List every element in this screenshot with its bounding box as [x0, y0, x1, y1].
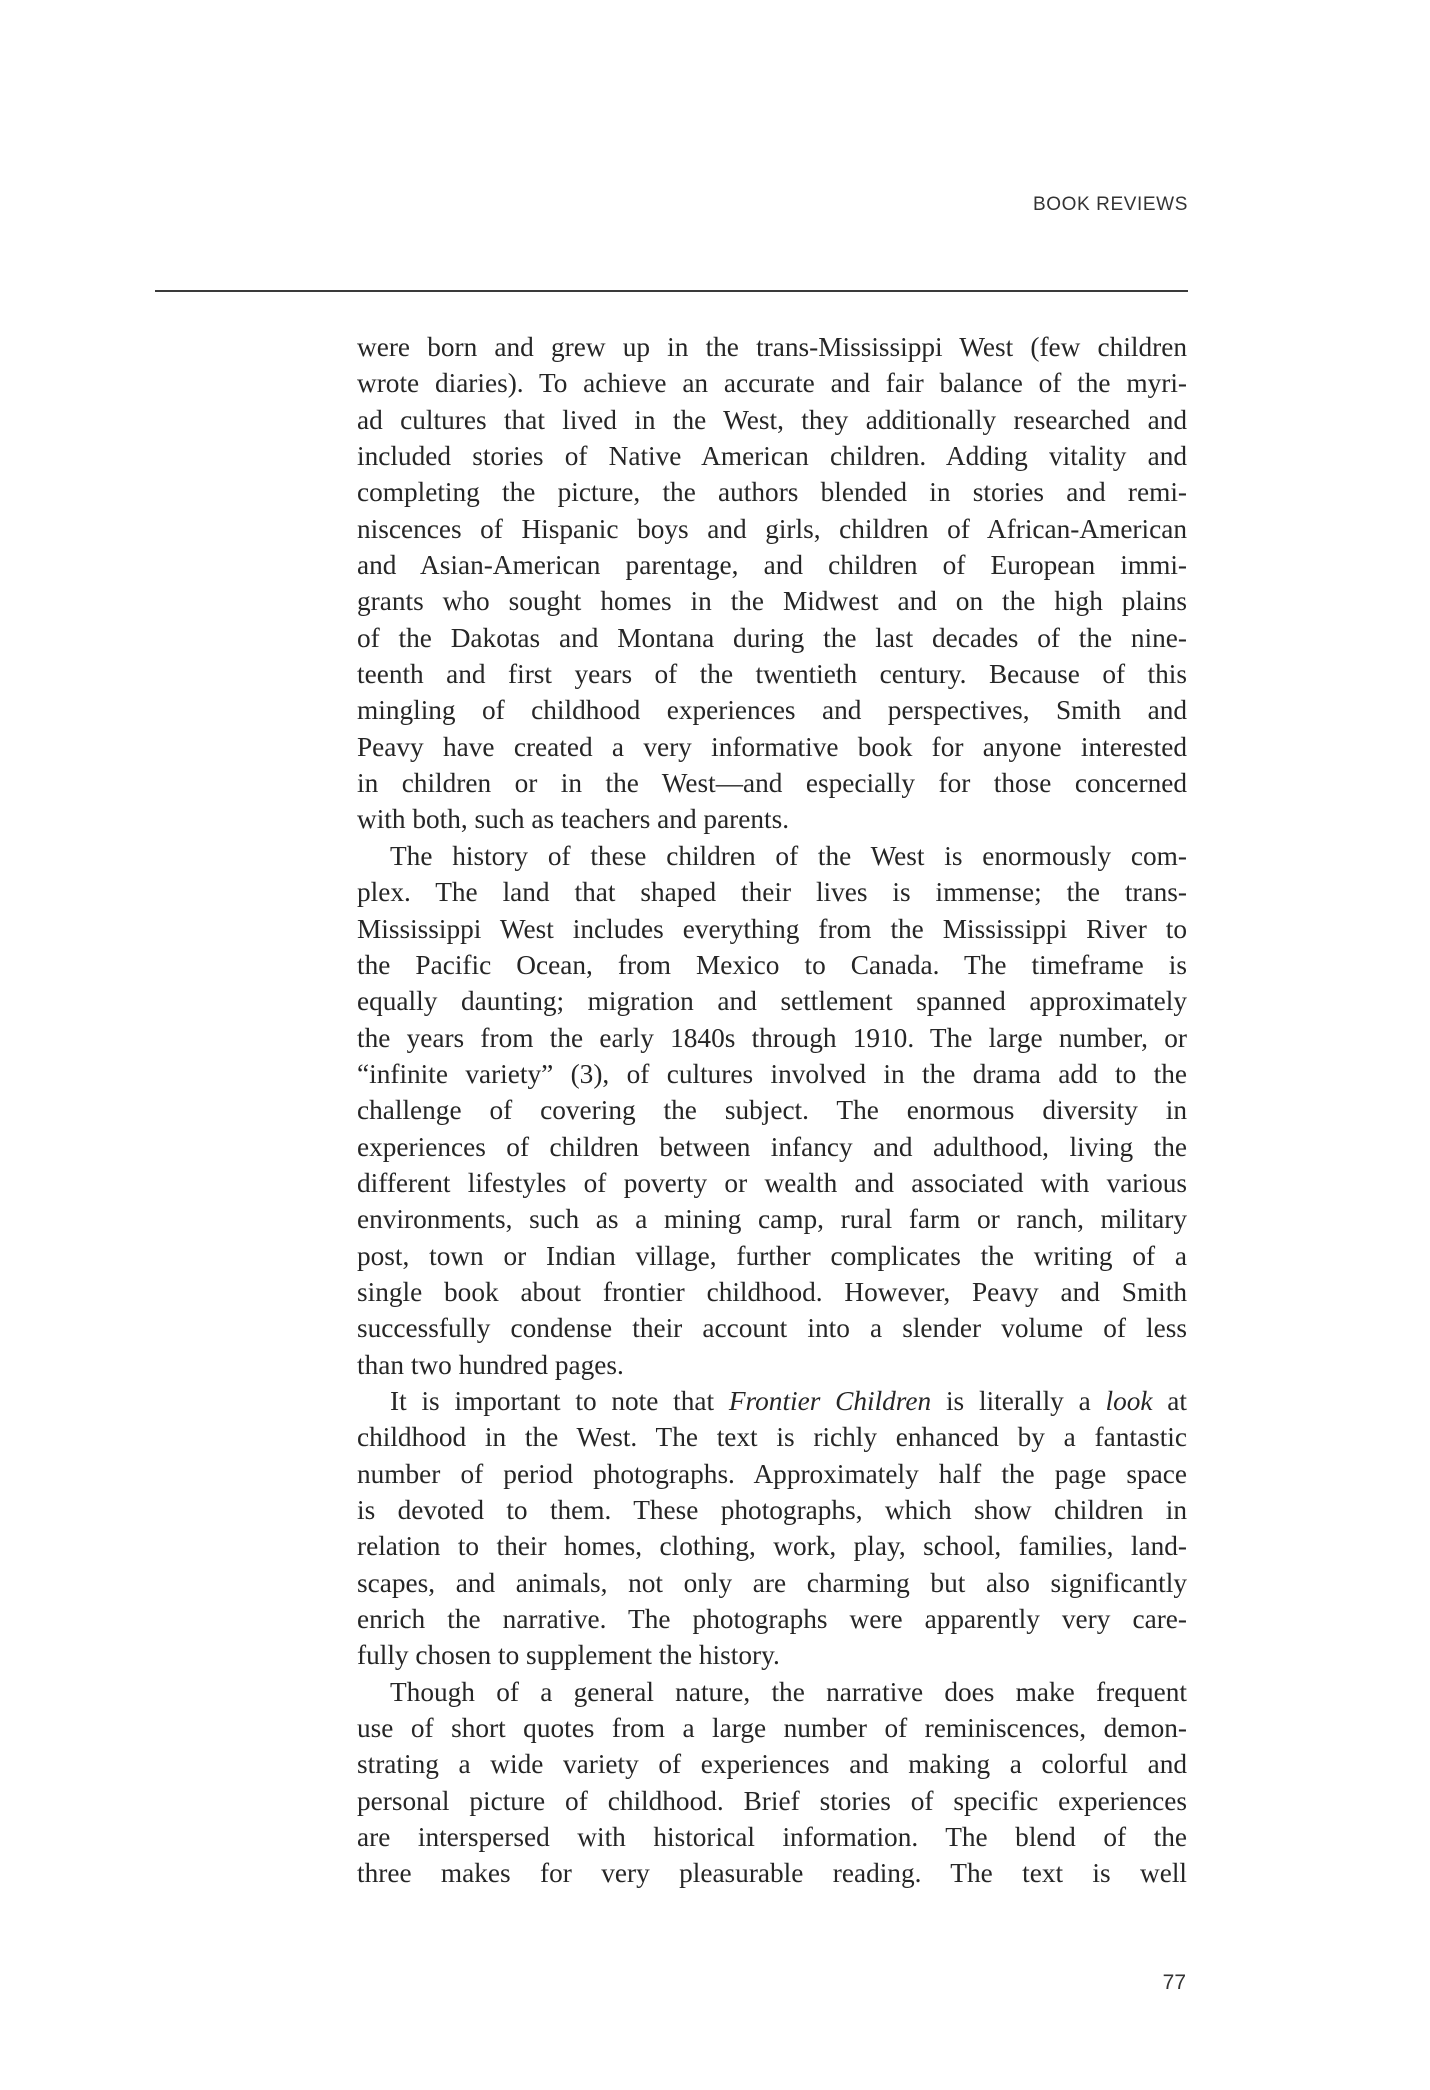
text-line: scapes, and animals, not only are charming but also significantly: [357, 1567, 1187, 1598]
text-line: completing the picture, the authors blended in stories and remi-: [357, 477, 1187, 508]
text-line: wrote diaries). To achieve an accurate and fair balance of the myri-: [357, 368, 1187, 399]
text-line: the years from the early 1840s through 1910. The large number, or: [357, 1022, 1187, 1053]
text-line: and Asian-American parentage, and children of European immi-: [357, 550, 1187, 581]
text-line: use of short quotes from a large number of reminiscences, demon-: [357, 1713, 1187, 1744]
text-line: three makes for very pleasurable reading. The text is well: [357, 1858, 1187, 1889]
text-run: is literally a: [931, 1385, 1106, 1416]
text-line: strating a wide variety of experiences and making a colorful and: [357, 1749, 1187, 1780]
text-line: is devoted to them. These photographs, which show children in: [357, 1495, 1187, 1525]
book-title: Frontier Children: [728, 1385, 932, 1416]
paragraph-first-line: [357, 1383, 1187, 1419]
text-line: with both, such as teachers and parents.: [357, 804, 790, 835]
text-line: successfully condense their account into a slender volume of less: [357, 1313, 1187, 1344]
text-line: single book about frontier childhood. However, Peavy and Smith: [357, 1276, 1187, 1307]
running-head: BOOK REVIEWS: [1032, 194, 1188, 215]
text-line: relation to their homes, clothing, work, play, school, families, land-: [357, 1531, 1187, 1562]
page-number: 77: [1162, 1971, 1186, 1994]
review-body: [357, 329, 1187, 1892]
text-line: teenth and first years of the twentieth century. Because of this: [357, 659, 1187, 690]
text-line: in children or in the West—and especially for those concerned: [357, 768, 1187, 799]
text-line: than two hundred pages.: [357, 1349, 624, 1380]
text-line: Peavy have created a very informative book for anyone interested: [357, 731, 1187, 762]
text-line: ad cultures that lived in the West, they additionally researched and: [357, 404, 1187, 435]
header-rule: [155, 290, 1188, 292]
text-line: different lifestyles of poverty or wealth and associated with various: [357, 1167, 1187, 1198]
text-line: equally daunting; migration and settlement spanned approximately: [357, 986, 1187, 1017]
text-line: post, town or Indian village, further complicates the writing of a: [357, 1240, 1187, 1271]
text-line: personal picture of childhood. Brief stories of specific experiences: [357, 1785, 1187, 1816]
text-line: mingling of childhood experiences and perspectives, Smith and: [357, 695, 1187, 726]
text-run: at: [1152, 1385, 1187, 1416]
text-line: of the Dakotas and Montana during the last decades of the nine-: [357, 622, 1187, 653]
text-line: childhood in the West. The text is richly enhanced by a fantastic: [357, 1422, 1187, 1453]
text-line: included stories of Native American children. Adding vitality and: [357, 441, 1187, 472]
paragraph-first-line: Though of a general nature, the narrative does make frequent: [390, 1676, 1187, 1707]
text-line: niscences of Hispanic boys and girls, children of African-American: [357, 513, 1187, 544]
text-line: environments, such as a mining camp, rural farm or ranch, military: [357, 1204, 1187, 1235]
emphasis: look: [1105, 1385, 1153, 1416]
text-line: fully chosen to supplement the history.: [357, 1640, 780, 1671]
text-run: It is important to note that: [390, 1385, 729, 1416]
text-line: the Pacific Ocean, from Mexico to Canada. The timeframe is: [357, 949, 1187, 980]
text-line: plex. The land that shaped their lives is immense; the trans-: [357, 877, 1187, 908]
text-line: experiences of children between infancy and adulthood, living the: [357, 1131, 1187, 1162]
text-line: challenge of covering the subject. The enormous diversity in: [357, 1095, 1187, 1126]
text-line: are interspersed with historical information. The blend of the: [357, 1822, 1187, 1853]
text-line: Mississippi West includes everything from the Mississippi River to: [357, 913, 1187, 944]
text-line: “infinite variety” (3), of cultures involved in the drama add to the: [357, 1058, 1187, 1089]
text-line: number of period photographs. Approximately half the page space: [357, 1458, 1187, 1489]
paragraph-first-line: The history of these children of the West is enormously com-: [390, 840, 1187, 871]
text-line: were born and grew up in the trans-Mississippi West (few children: [357, 332, 1187, 362]
text-line: grants who sought homes in the Midwest and on the high plains: [357, 586, 1187, 617]
text-line: enrich the narrative. The photographs were apparently very care-: [357, 1604, 1187, 1635]
